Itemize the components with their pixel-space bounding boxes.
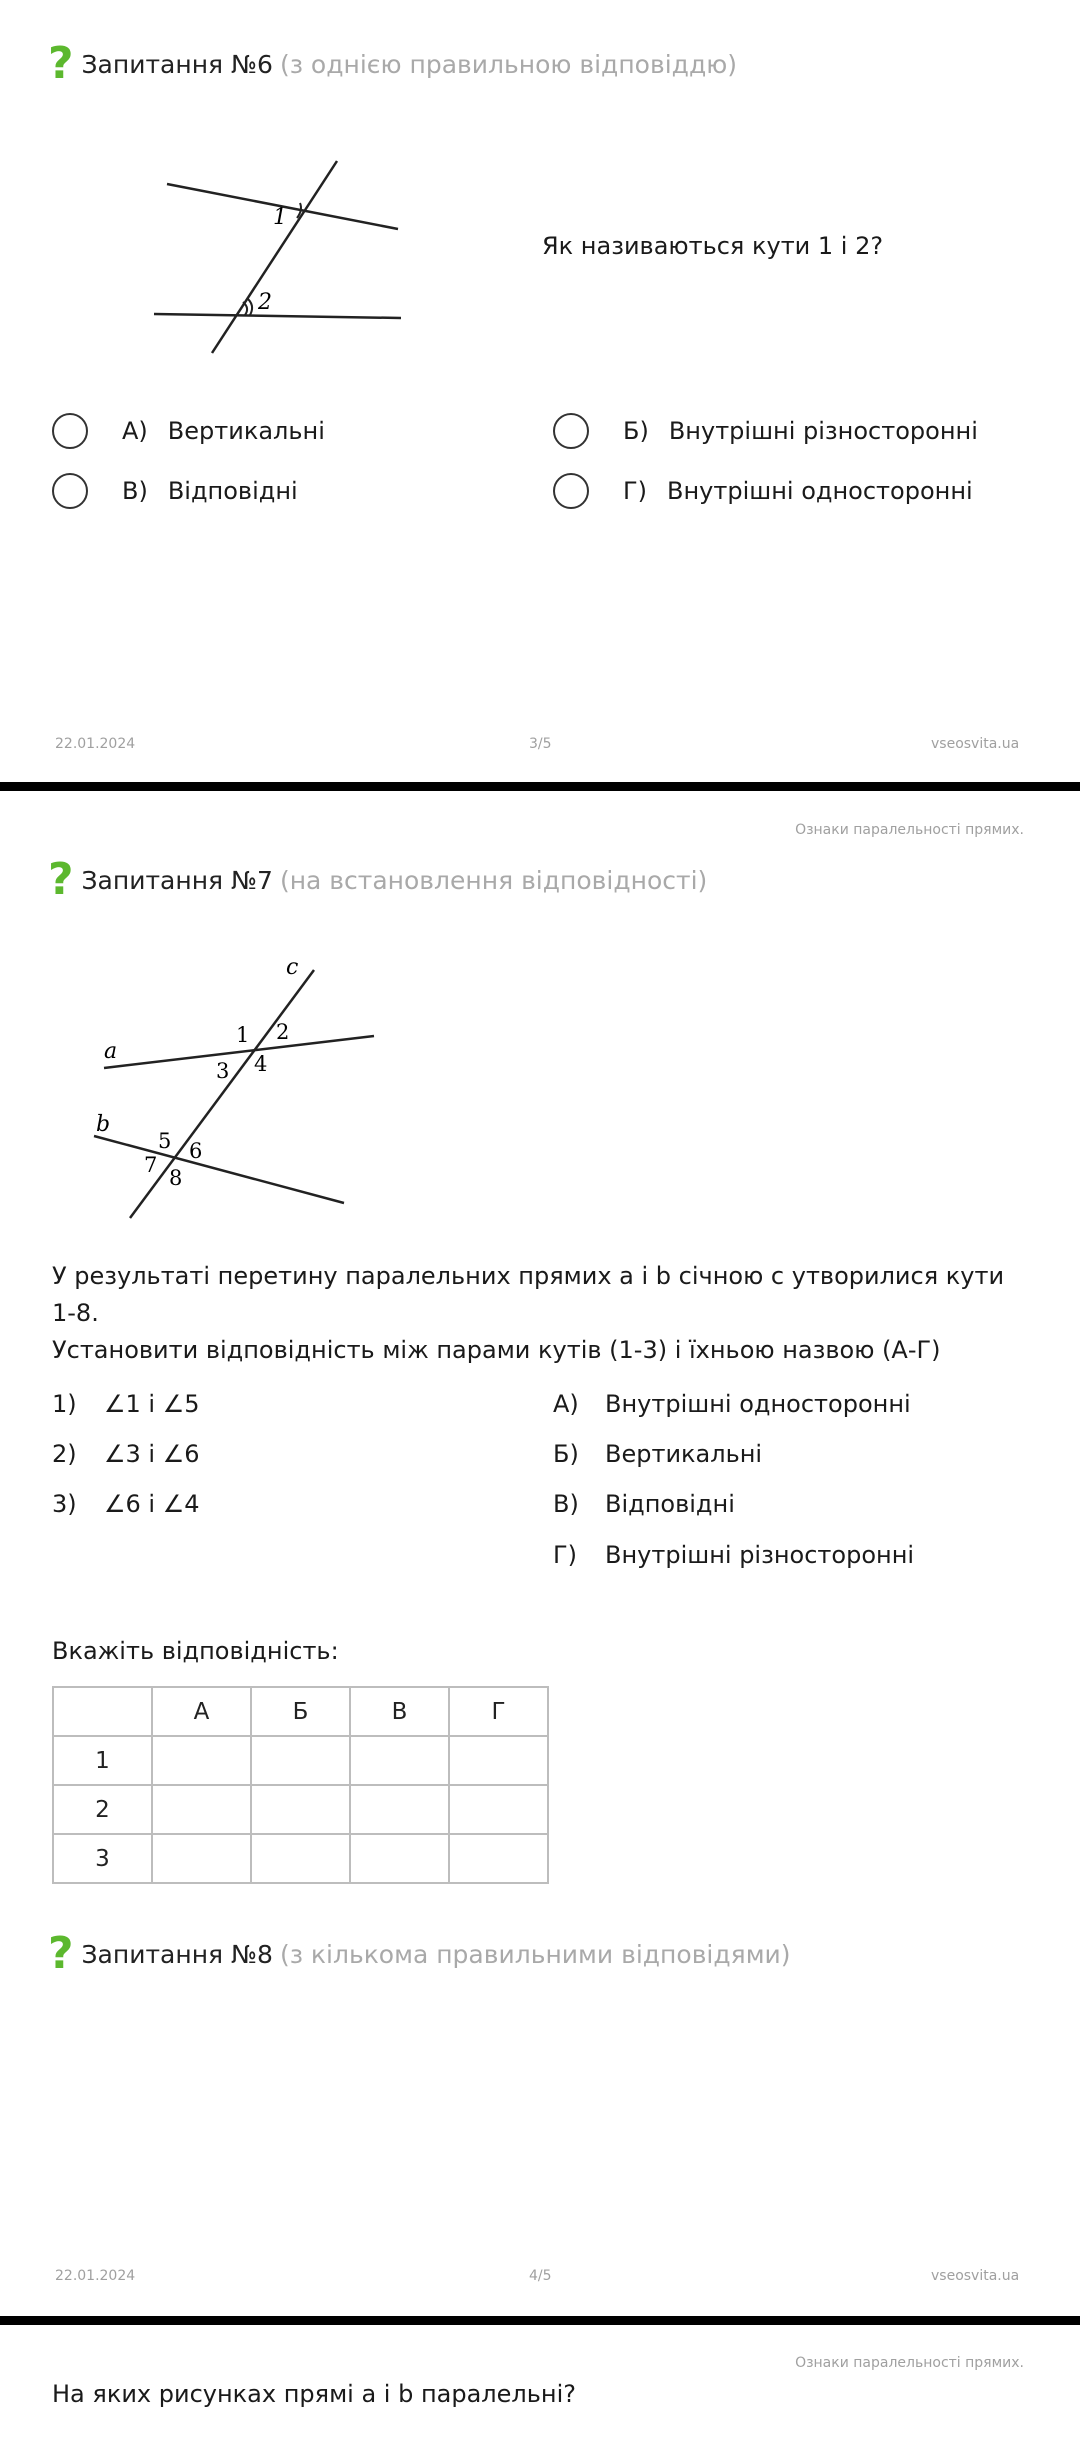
question-7-text [52, 1258, 1042, 1369]
q6-option-b[interactable] [553, 413, 978, 449]
q7-label-b: b [96, 1112, 111, 1137]
question-7-text-line: Установити відповідність між парами кутів (1-3) і їхньою назвою (А-Г) [52, 1336, 941, 1364]
footer-page-number: 3/5 [529, 736, 552, 752]
answer-prompt: Вкажіть відповідність: [52, 1637, 339, 1665]
question-6-header [48, 38, 738, 89]
question-8-text: На яких рисунках прямі a і b паралельні? [52, 2380, 576, 2408]
page-topic: Ознаки паралельності прямих. [795, 2355, 1024, 2371]
q6-line-bottom [154, 314, 401, 318]
name-letter: Б) [553, 1440, 579, 1468]
option-letter: Г) [623, 477, 647, 505]
footer-date: 22.01.2024 [55, 2268, 136, 2284]
name-text: Відповідні [605, 1490, 735, 1518]
q7-pair-2 [52, 1440, 200, 1468]
option-text: Внутрішні різносторонні [668, 417, 978, 445]
grid-corner-cell [53, 1687, 152, 1736]
grid-row [53, 1834, 548, 1883]
pair-number: 1) [52, 1390, 77, 1418]
footer-date: 22.01.2024 [55, 736, 136, 752]
question-8-header [48, 1928, 791, 1979]
name-text: Вертикальні [605, 1440, 763, 1468]
pair-text: ∠3 і ∠6 [104, 1440, 200, 1468]
grid-col-header: А [152, 1687, 251, 1736]
pair-text: ∠1 і ∠5 [104, 1390, 200, 1418]
option-text: Внутрішні односторонні [667, 477, 973, 505]
grid-col-header: Г [449, 1687, 548, 1736]
q6-angle2-arc [243, 302, 247, 315]
q6-transversal [212, 161, 337, 353]
question-8-title: Запитання №8 [81, 1939, 273, 1969]
question-7-text-line: 1-8. [52, 1299, 99, 1327]
option-text: Відповідні [167, 477, 298, 505]
radio-button[interactable] [553, 473, 589, 509]
grid-answer-cell[interactable] [449, 1785, 548, 1834]
name-text: Внутрішні різносторонні [605, 1541, 915, 1569]
q7-label-2: 2 [276, 1020, 290, 1044]
grid-row-header: 2 [53, 1785, 152, 1834]
option-letter: В) [122, 477, 148, 505]
pair-number: 2) [52, 1440, 77, 1468]
q7-label-3: 3 [216, 1059, 230, 1083]
q7-label-8: 8 [169, 1166, 183, 1190]
question-mark-icon: ? [48, 854, 74, 905]
q6-angle2-arc2 [248, 299, 252, 315]
grid-answer-cell[interactable] [152, 1736, 251, 1785]
question-mark-icon: ? [48, 1928, 74, 1979]
answer-grid [52, 1686, 549, 1884]
q7-label-5: 5 [158, 1129, 172, 1153]
question-7-text-line: У результаті перетину паралельних прямих a і b січною с утворилися кути [52, 1262, 1005, 1290]
q6-figure [140, 150, 410, 370]
grid-answer-cell[interactable] [350, 1834, 449, 1883]
grid-answer-cell[interactable] [251, 1785, 350, 1834]
footer-site: vseosvita.ua [931, 736, 1020, 752]
q7-line-b [94, 1136, 344, 1203]
name-letter: В) [553, 1490, 579, 1518]
q7-figure [86, 946, 396, 1226]
q7-label-a: a [104, 1039, 118, 1064]
grid-header-row [53, 1687, 548, 1736]
question-7-title: Запитання №7 [81, 865, 273, 895]
footer-site: vseosvita.ua [931, 2268, 1020, 2284]
question-6-title: Запитання №6 [81, 49, 273, 79]
name-text: Внутрішні односторонні [605, 1390, 911, 1418]
q7-label-6: 6 [189, 1139, 203, 1163]
question-7-header [48, 854, 708, 905]
radio-button[interactable] [52, 473, 88, 509]
option-text: Вертикальні [167, 417, 325, 445]
grid-answer-cell[interactable] [350, 1736, 449, 1785]
q7-pair-1 [52, 1390, 200, 1418]
question-6-text: Як називаються кути 1 і 2? [542, 232, 884, 260]
grid-answer-cell[interactable] [251, 1834, 350, 1883]
pair-text: ∠6 і ∠4 [104, 1490, 200, 1518]
grid-col-header: Б [251, 1687, 350, 1736]
option-letter: А) [122, 417, 148, 445]
grid-col-header: В [350, 1687, 449, 1736]
page-separator [0, 782, 1080, 791]
grid-row-header: 3 [53, 1834, 152, 1883]
radio-button[interactable] [553, 413, 589, 449]
page-topic: Ознаки паралельності прямих. [795, 822, 1024, 838]
grid-answer-cell[interactable] [152, 1834, 251, 1883]
question-7-type: (на встановлення відповідності) [279, 865, 708, 895]
q7-name-a [553, 1390, 911, 1418]
grid-row [53, 1785, 548, 1834]
q7-label-4: 4 [254, 1052, 268, 1076]
radio-button[interactable] [52, 413, 88, 449]
q7-transversal-c [130, 970, 314, 1218]
grid-answer-cell[interactable] [449, 1736, 548, 1785]
grid-row [53, 1736, 548, 1785]
q7-pair-3 [52, 1490, 200, 1518]
question-6-type: (з однією правильною відповіддю) [279, 49, 738, 79]
grid-answer-cell[interactable] [152, 1785, 251, 1834]
pair-number: 3) [52, 1490, 77, 1518]
name-letter: А) [553, 1390, 579, 1418]
q7-label-7: 7 [144, 1153, 158, 1177]
q7-label-c: c [286, 955, 299, 980]
q6-option-c[interactable] [52, 473, 298, 509]
grid-answer-cell[interactable] [449, 1834, 548, 1883]
q7-name-b [553, 1440, 762, 1468]
page-separator [0, 2316, 1080, 2325]
q6-label-2: 2 [258, 290, 272, 315]
question-mark-icon: ? [48, 38, 74, 89]
q7-label-1: 1 [236, 1023, 250, 1047]
grid-answer-cell[interactable] [251, 1736, 350, 1785]
q7-name-d [553, 1541, 914, 1569]
q6-option-d[interactable] [553, 473, 973, 509]
q7-name-c [553, 1490, 735, 1518]
question-8-type: (з кількома правильними відповідями) [279, 1939, 791, 1969]
footer-page-number: 4/5 [529, 2268, 552, 2284]
q6-label-1: 1 [273, 205, 287, 230]
grid-answer-cell[interactable] [350, 1785, 449, 1834]
q6-option-a[interactable] [52, 413, 325, 449]
option-letter: Б) [623, 417, 649, 445]
grid-row-header: 1 [53, 1736, 152, 1785]
name-letter: Г) [553, 1541, 577, 1569]
